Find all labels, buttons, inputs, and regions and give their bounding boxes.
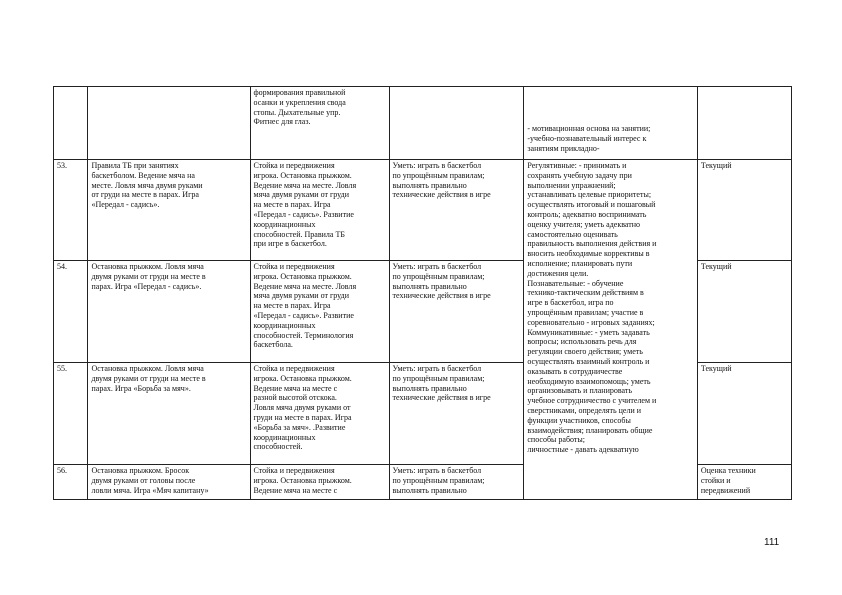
uud-continuation-text: - мотивационная основа на занятии; -учебно-познавательный интерес к занятиям прикладно- <box>527 124 651 153</box>
lesson-topic-cell: Остановка прыжком. Ловля мяча двумя руками от груди на месте в парах. Игра «Борьба за мяч». <box>88 363 250 465</box>
subject-results-cell: Уметь: играть в баскетбол по упрощённым правилам; выполнять правильно технические действия в игре <box>389 160 524 261</box>
table-row <box>54 87 792 160</box>
lesson-topic-cell <box>88 87 250 160</box>
uud-merged-cell: Регулятивные: - принимать и сохранять учебную задачу при выполнении упражнений; устанавливать целевые приоритеты; осуществлять итоговый и пошаговый контроль; адекватно воспринимать оценку учителя; уметь адекватно самостоятельно оценивать правильность выполнения действия и вносить необходимые коррективы в исполнение; планировать пути достижения цели. Познавательные: - обучение технико-тактическим действиям в игре в баскетбол, игра по упрощённым правилам; участие в соревновательно - игровых заданиях; Коммуникативные: - уметь задавать вопросы; использовать речь для регуляции своего действия; уметь осуществлять взаимный контроль и оказывать в сотрудничестве необходимую взаимопомощь; уметь организовывать и планировать учебное сотрудничество с учителем и сверстниками, определять цели и функции участников, способы взаимодействия; планировать общие способы работы; личностные - давать адекватную <box>524 160 698 500</box>
control-type-cell <box>697 87 791 160</box>
table-row <box>54 160 792 261</box>
subject-results-cell <box>389 87 524 160</box>
lesson-number-cell: 55. <box>54 363 88 465</box>
lesson-number-cell <box>54 87 88 160</box>
lesson-topic-cell: Остановка прыжком. Бросок двумя руками от головы после ловли мяча. Игра «Мяч капитану» <box>88 465 250 500</box>
lesson-content-cell: Стойка и передвижения игрока. Остановка прыжком. Ведение мяча на месте. Ловля мяча двумя руками от груди на месте в парах. Игра «Передал - садись». Развитие координационных способностей. Правила ТБ при игре в баскетбол. <box>250 160 389 261</box>
lesson-topic-cell: Остановка прыжком. Ловля мяча двумя руками от груди на месте в парах. Игра «Передал - садись». <box>88 261 250 363</box>
lesson-number-cell: 56. <box>54 465 88 500</box>
lesson-number-cell: 54. <box>54 261 88 363</box>
lesson-content-cell: Стойка и передвижения игрока. Остановка прыжком. Ведение мяча на месте. Ловля мяча двумя руками от груди на месте в парах. Игра «Передал - садись». Развитие координационных способностей. Терминология баскетбола. <box>250 261 389 363</box>
lesson-topic-cell: Правила ТБ при занятиях баскетболом. Ведение мяча на месте. Ловля мяча двумя руками от груди на месте в парах. Игра «Передал - садись». <box>88 160 250 261</box>
lesson-plan-table <box>53 86 792 500</box>
control-type-cell: Текущий <box>697 160 791 261</box>
subject-results-cell: Уметь: играть в баскетбол по упрощённым правилам; выполнять правильно <box>389 465 524 500</box>
lesson-content-cell: Стойка и передвижения игрока. Остановка прыжком. Ведение мяча на месте с <box>250 465 389 500</box>
uud-cell <box>524 87 698 160</box>
subject-results-cell: Уметь: играть в баскетбол по упрощённым правилам; выполнять правильно технические действия в игре <box>389 261 524 363</box>
control-type-cell: Текущий <box>697 261 791 363</box>
lesson-content-cell: формирования правильной осанки и укрепления свода стопы. Дыхательные упр. Фитнес для глаз. <box>250 87 389 160</box>
control-type-cell: Текущий <box>697 363 791 465</box>
page-number: 111 <box>764 537 780 548</box>
lesson-content-cell: Стойка и передвижения игрока. Остановка прыжком. Ведение мяча на месте с разной высотой отскока. Ловля мяча двумя руками от груди на месте в парах. Игра «Борьба за мяч». .Развитие координационных способностей. <box>250 363 389 465</box>
control-type-cell: Оценка техники стойки и передвижений <box>697 465 791 500</box>
subject-results-cell: Уметь: играть в баскетбол по упрощённым правилам; выполнять правильно технические действия в игре <box>389 363 524 465</box>
lesson-number-cell: 53. <box>54 160 88 261</box>
